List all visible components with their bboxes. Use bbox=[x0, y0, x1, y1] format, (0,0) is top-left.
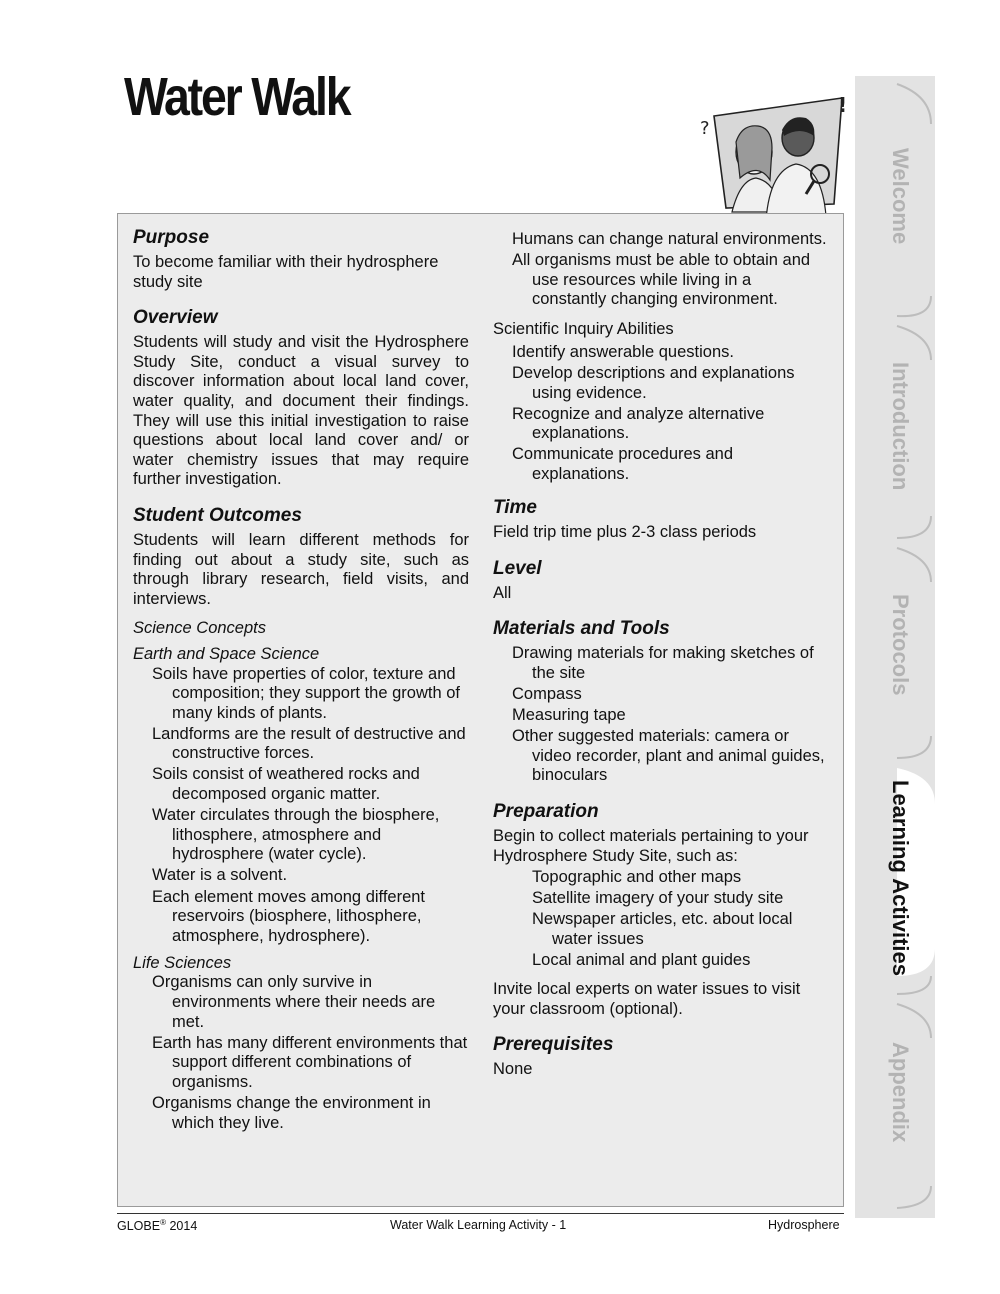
scientific-inquiry-label: Scientific Inquiry Abilities bbox=[493, 320, 674, 339]
overview-section bbox=[133, 306, 469, 490]
preparation-section bbox=[493, 800, 828, 1019]
list-item: Satellite imagery of your study site bbox=[532, 889, 784, 908]
list-item: Local animal and plant guides bbox=[532, 951, 751, 970]
purpose-section bbox=[133, 226, 469, 292]
preparation-outro: Invite local experts on water issues to visit your classroom (optional). bbox=[493, 980, 801, 1018]
list-item: Soils consist of weathered rocks and decomposed organic matter. bbox=[152, 765, 420, 804]
student-outcomes-text: Students will learn different methods for finding out about a study site, such as through library research, field visits, and interviews. bbox=[133, 530, 469, 608]
tab-appendix[interactable]: Appendix bbox=[888, 1042, 913, 1143]
list-item: Soils have properties of color, texture and composition; they support the growth of many kinds of plants. bbox=[152, 664, 460, 722]
list-item: Communicate procedures and explanations. bbox=[512, 445, 734, 484]
list-item: Compass bbox=[512, 685, 582, 703]
footer-divider bbox=[117, 1213, 844, 1214]
purpose-heading: Purpose bbox=[133, 227, 210, 248]
section-tabs bbox=[855, 76, 935, 1218]
life-sciences-label: Life Sciences bbox=[133, 953, 232, 972]
materials-section bbox=[493, 617, 828, 786]
list-item: Landforms are the result of destructive and constructive forces. bbox=[152, 724, 466, 763]
level-text: All bbox=[493, 583, 512, 602]
student-outcomes-heading: Student Outcomes bbox=[133, 504, 302, 526]
footer-center: Water Walk Learning Activity - 1 bbox=[390, 1218, 567, 1232]
student-outcomes-section bbox=[133, 504, 469, 1133]
overview-heading: Overview bbox=[133, 307, 218, 329]
tab-welcome[interactable]: Welcome bbox=[888, 148, 913, 245]
level-section bbox=[493, 557, 828, 604]
footer-year: 2014 bbox=[165, 1219, 198, 1234]
activity-overview-panel bbox=[117, 213, 844, 1207]
science-concepts-label: Science Concepts bbox=[133, 619, 266, 638]
right-column bbox=[493, 226, 828, 1094]
time-section bbox=[493, 496, 828, 543]
earth-space-science-label: Earth and Space Science bbox=[133, 644, 320, 663]
prerequisites-heading: Prerequisites bbox=[493, 1034, 614, 1056]
list-item: Humans can change natural environments. bbox=[512, 230, 827, 248]
time-heading: Time bbox=[493, 497, 538, 519]
tab-protocols[interactable]: Protocols bbox=[888, 594, 913, 696]
level-heading: Level bbox=[493, 557, 542, 579]
tab-introduction[interactable]: Introduction bbox=[888, 362, 913, 491]
list-item: Topographic and other maps bbox=[532, 868, 742, 887]
registered-mark: ® bbox=[160, 1218, 166, 1227]
prerequisites-section bbox=[493, 1033, 828, 1080]
list-item: Measuring tape bbox=[512, 706, 626, 725]
prerequisites-text: None bbox=[493, 1060, 533, 1079]
footer-globe: GLOBE bbox=[117, 1219, 161, 1234]
purpose-text: To become familiar with their hydrosphere study site bbox=[133, 253, 439, 291]
list-item: Newspaper articles, etc. about local water issues bbox=[532, 910, 793, 948]
footer-right: Hydrosphere bbox=[768, 1218, 840, 1232]
page-title: Water Walk bbox=[124, 67, 350, 127]
materials-heading: Materials and Tools bbox=[493, 618, 670, 640]
list-item: All organisms must be able to obtain and use resources while living in a constantly changing environment. bbox=[512, 251, 811, 309]
footer-left bbox=[117, 1218, 197, 1233]
svg-text:?: ? bbox=[700, 118, 710, 139]
list-item: Water is a solvent. bbox=[152, 866, 288, 885]
earth-space-science-list bbox=[133, 665, 469, 947]
overview-text: Students will study and visit the Hydrosphere Study Site, conduct a visual survey to discover information about local land cover, water quality, and document their findings. They will use this initial investigation to raise questions about local land cover and/ or water chemistry issues that may require further investigation. bbox=[133, 333, 469, 489]
list-item: Earth has many different environments that support different combinations of organisms. bbox=[152, 1033, 468, 1091]
list-item: Water circulates through the biosphere, lithosphere, atmosphere and hydrosphere (water cycle). bbox=[152, 806, 440, 864]
preparation-heading: Preparation bbox=[493, 800, 599, 822]
time-text: Field trip time plus 2-3 class periods bbox=[493, 523, 757, 542]
preparation-intro: Begin to collect materials pertaining to your Hydrosphere Study Site, such as: bbox=[493, 826, 809, 865]
materials-list bbox=[493, 644, 828, 786]
scientific-inquiry-list bbox=[493, 343, 828, 485]
life-sciences-list-continued bbox=[493, 230, 828, 310]
preparation-list bbox=[493, 868, 828, 970]
tab-learning-activities[interactable]: Learning Activities bbox=[888, 780, 913, 977]
left-column bbox=[133, 226, 469, 1147]
list-item: Each element moves among different reservoirs (biosphere, lithosphere, atmosphere, hydrosphere). bbox=[152, 887, 426, 945]
list-item: Other suggested materials: camera or video recorder, plant and animal guides, binoculars bbox=[512, 727, 825, 785]
students-magnifier-illustration bbox=[692, 92, 852, 220]
list-item: Recognize and analyze alternative explanations. bbox=[512, 404, 765, 443]
list-item: Organisms change the environment in which they live. bbox=[152, 1093, 431, 1132]
list-item: Drawing materials for making sketches of the site bbox=[512, 644, 814, 682]
life-sciences-list bbox=[133, 973, 469, 1133]
svg-text:!: ! bbox=[838, 93, 848, 117]
list-item: Develop descriptions and explanations using evidence. bbox=[512, 364, 795, 402]
list-item: Identify answerable questions. bbox=[512, 342, 734, 361]
list-item: Organisms can only survive in environments where their needs are met. bbox=[152, 973, 436, 1031]
